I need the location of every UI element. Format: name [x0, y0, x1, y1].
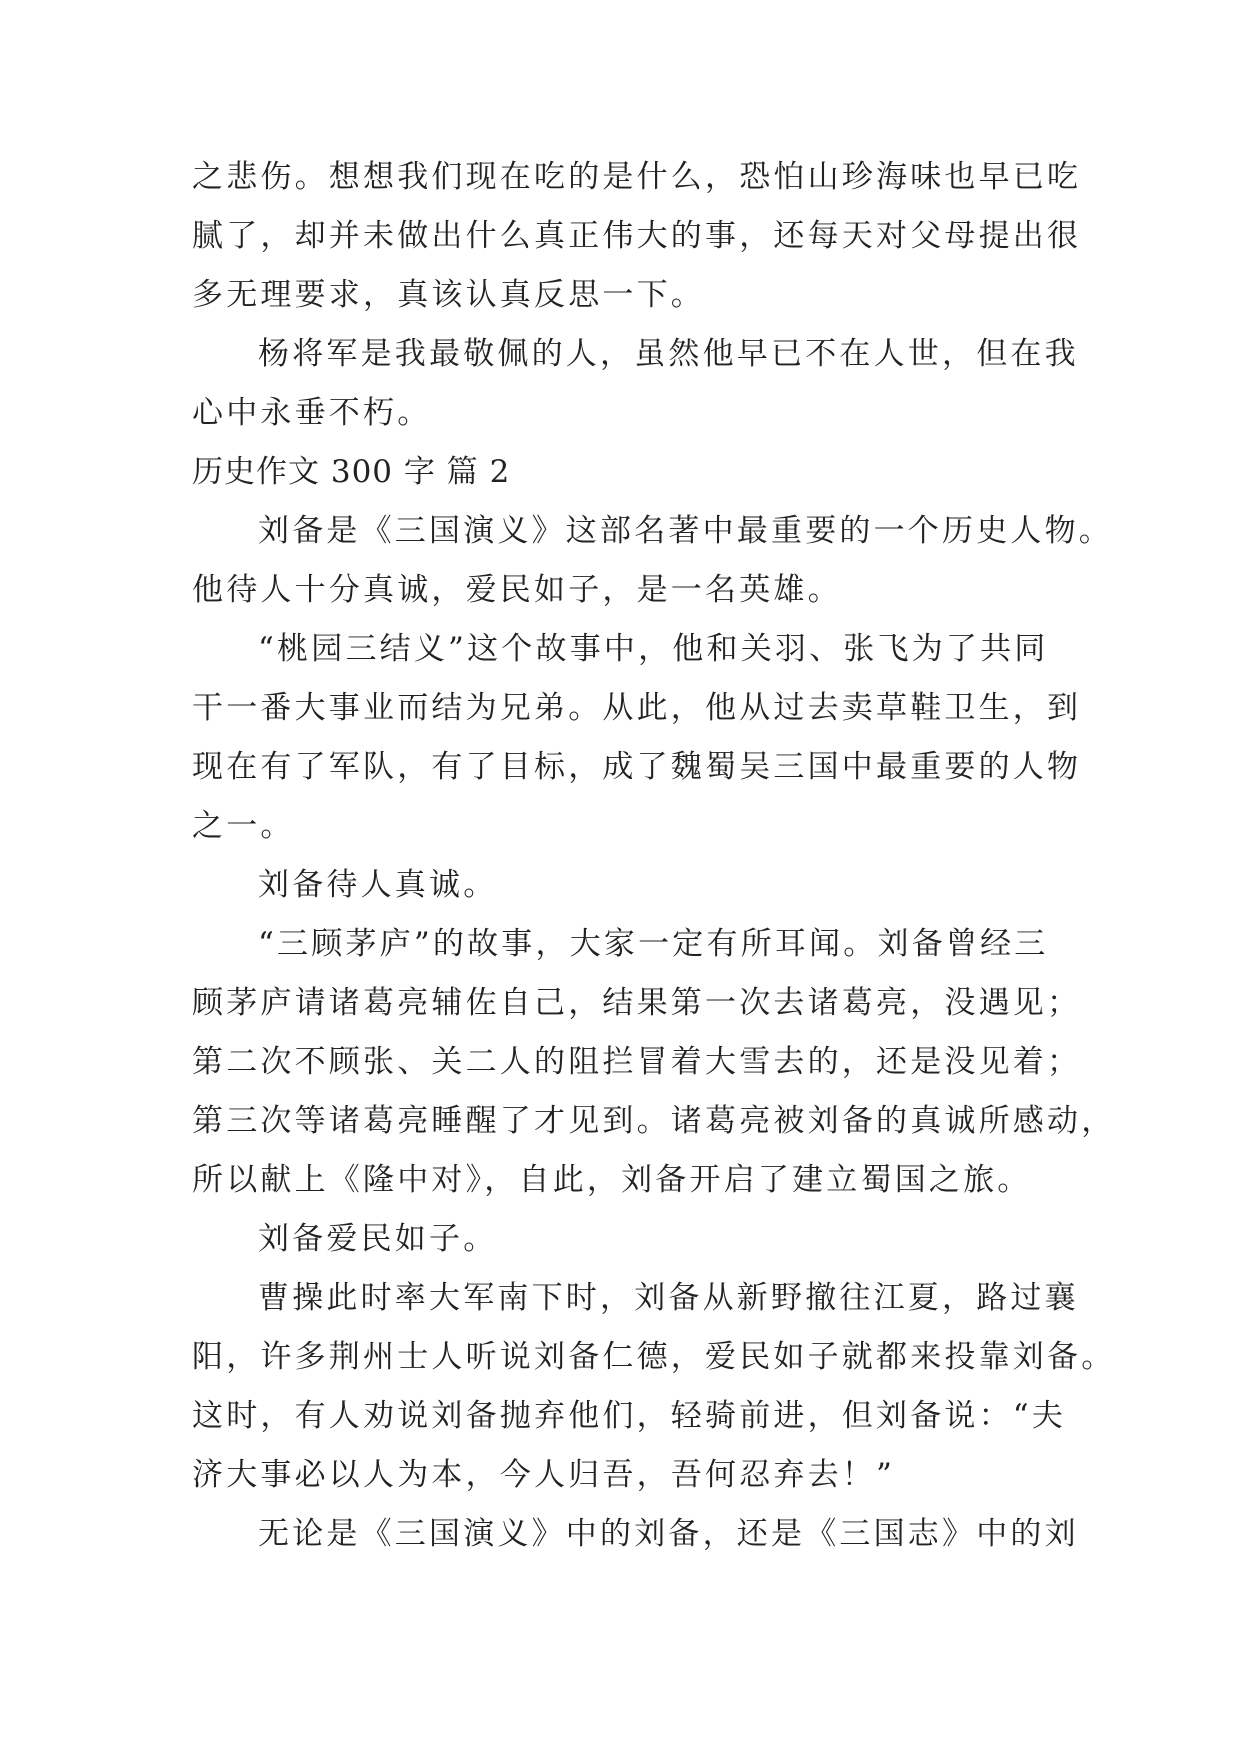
paragraph-start-line: “三顾茅庐”的故事，大家一定有所耳闻。刘备曾经三: [258, 926, 1049, 962]
text-line: 第二次不顾张、关二人的阻拦冒着大雪去的，还是没见着；: [192, 1044, 1082, 1080]
text-line: 他待人十分真诚，爱民如子，是一名英雄。: [192, 572, 842, 608]
paragraph-start-line: “桃园三结义”这个故事中，他和关羽、张飞为了共同: [258, 631, 1049, 667]
section-heading: 历史作文 300 字 篇 2: [192, 454, 511, 490]
text-line: 腻了，却并未做出什么真正伟大的事，还每天对父母提出很: [192, 218, 1082, 254]
text-line: 之悲伤。想想我们现在吃的是什么，恐怕山珍海味也早已吃: [192, 159, 1082, 195]
text-line: 心中永垂不朽。: [192, 395, 432, 431]
paragraph-start-line: 刘备是《三国演义》这部名著中最重要的一个历史人物。: [258, 513, 1113, 549]
text-line: 第三次等诸葛亮睡醒了才见到。诸葛亮被刘备的真诚所感动，: [192, 1103, 1116, 1139]
paragraph-start-line: 刘备爱民如子。: [258, 1221, 498, 1257]
text-line: 济大事必以人为本，今人归吾，吾何忍弃去！”: [192, 1457, 896, 1493]
text-line: 多无理要求，真该认真反思一下。: [192, 277, 705, 313]
paragraph-start-line: 杨将军是我最敬佩的人，虽然他早已不在人世，但在我: [258, 336, 1079, 372]
text-line: 阳，许多荆州士人听说刘备仁德，爱民如子就都来投靠刘备。: [192, 1339, 1116, 1375]
text-line: 现在有了军队，有了目标，成了魏蜀吴三国中最重要的人物: [192, 749, 1082, 785]
paragraph-start-line: 曹操此时率大军南下时，刘备从新野撤往江夏，路过襄: [258, 1280, 1079, 1316]
text-line: 这时，有人劝说刘备抛弃他们，轻骑前进，但刘备说：“夫: [192, 1398, 1067, 1434]
document-body: [192, 148, 1116, 1564]
text-line: 之一。: [192, 808, 295, 844]
text-line: 干一番大事业而结为兄弟。从此，他从过去卖草鞋卫生，到: [192, 690, 1082, 726]
text-line: 所以献上《隆中对》，自此，刘备开启了建立蜀国之旅。: [192, 1162, 1032, 1198]
paragraph-start-line: 无论是《三国演义》中的刘备，还是《三国志》中的刘: [258, 1516, 1079, 1552]
paragraph-start-line: 刘备待人真诚。: [258, 867, 498, 903]
text-line: 顾茅庐请诸葛亮辅佐自己，结果第一次去诸葛亮，没遇见；: [192, 985, 1082, 1021]
